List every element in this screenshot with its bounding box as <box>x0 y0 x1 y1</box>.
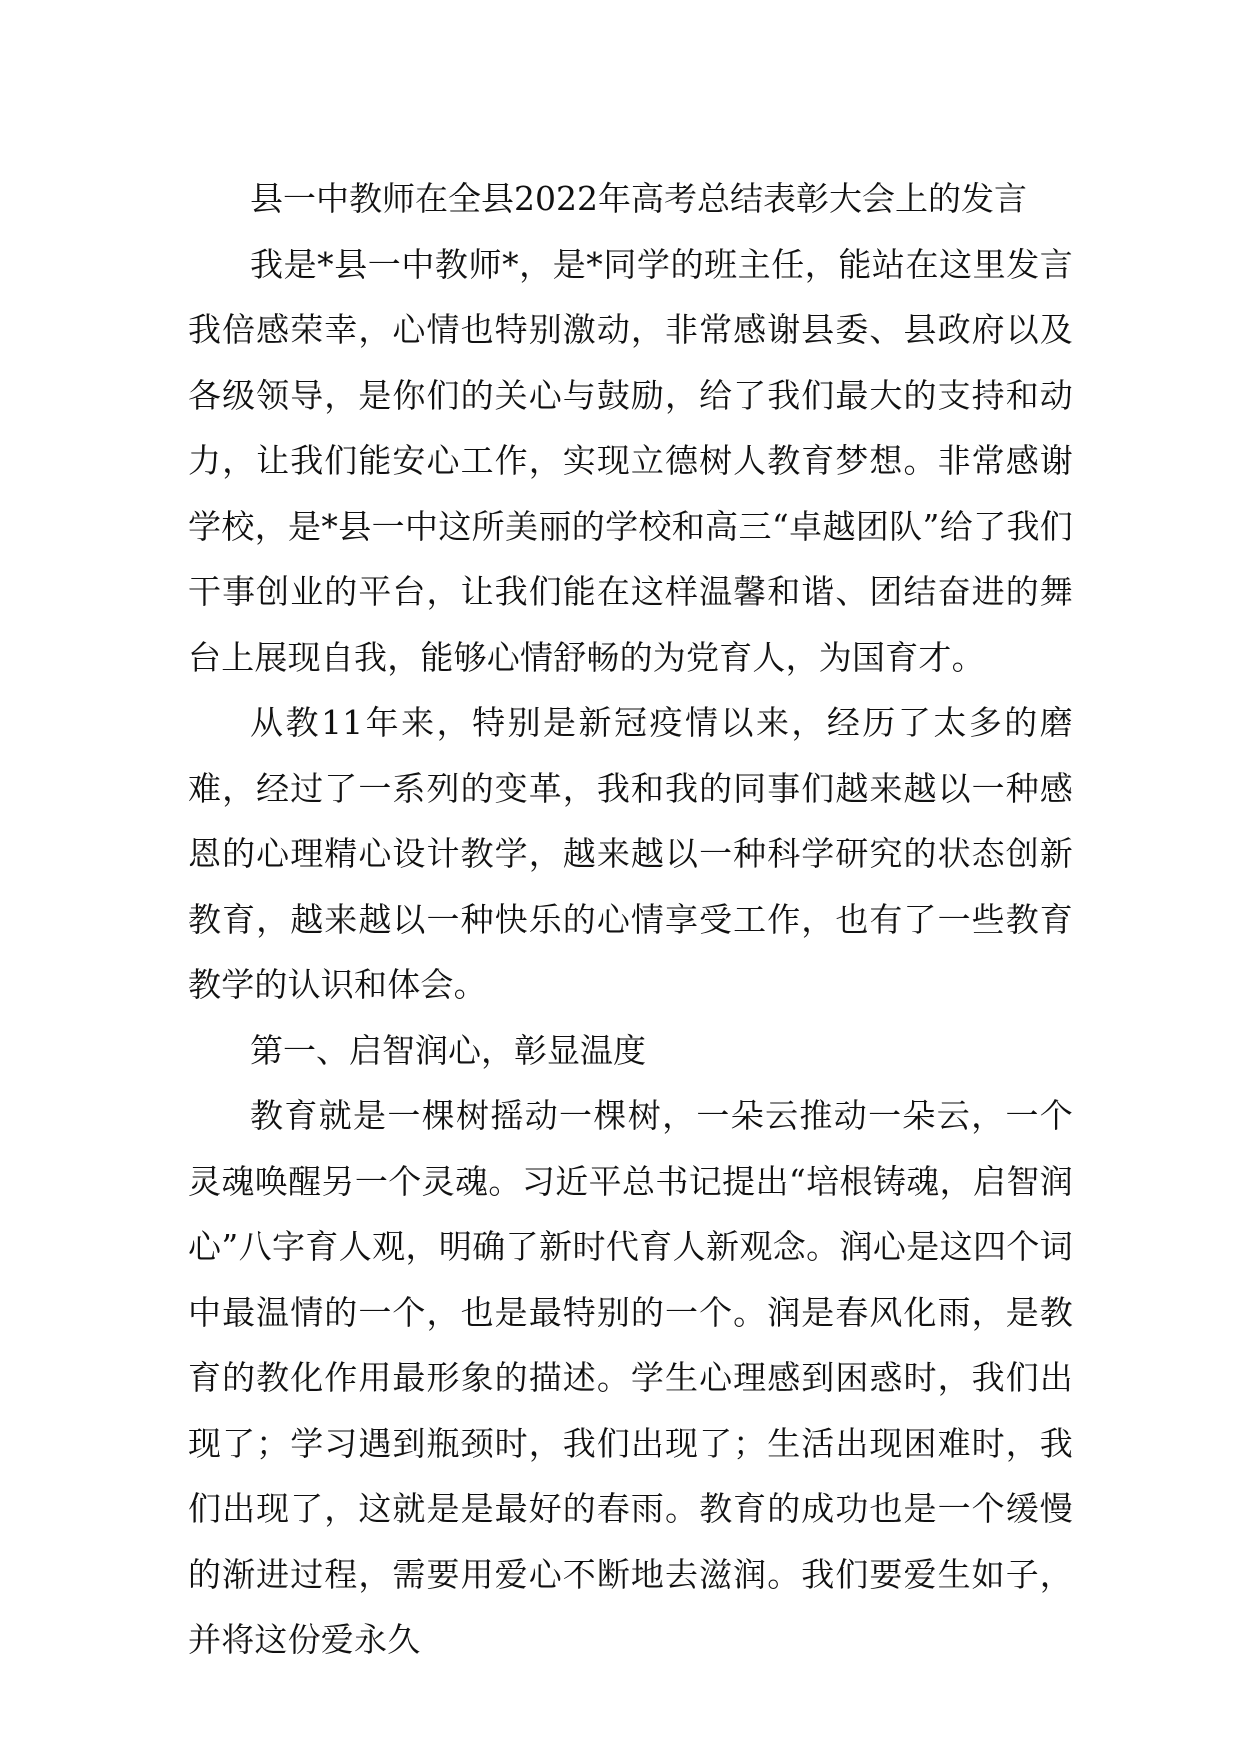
paragraph-experience: 从教11年来，特别是新冠疫情以来，经历了太多的磨难，经过了一系列的变革，我和我的同事们越来越以一种感恩的心理精心设计教学，越来越以一种科学研究的状态创新教育，越来越以一种快乐的心情享受工作，也有了一些教育教学的认识和体会。 <box>188 703 1073 1004</box>
paragraph-intro: 我是*县一中教师*，是*同学的班主任，能站在这里发言我倍感荣幸，心情也特别激动，非常感谢县委、县政府以及各级领导，是你们的关心与鼓励，给了我们最大的支持和动力，让我们能安心工作，实现立德树人教育梦想。非常感谢学校，是*县一中这所美丽的学校和高三“卓越团队”给了我们干事创业的平台，让我们能在这样温馨和谐、团结奋进的舞台上展现自我，能够心情舒畅的为党育人，为国育才。 <box>188 244 1073 677</box>
paragraph-section-one: 教育就是一棵树摇动一棵树，一朵云推动一朵云，一个灵魂唤醒另一个灵魂。习近平总书记提出“培根铸魂，启智润心”八字育人观，明确了新时代育人新观念。润心是这四个词中最温情的一个，也是最特别的一个。润是春风化雨，是教育的教化作用最形象的描述。学生心理感到困惑时，我们出现了；学习遇到瓶颈时，我们出现了；生活出现困难时，我们出现了，这就是是最好的春雨。教育的成功也是一个缓慢的渐进过程，需要用爱心不断地去滋润。我们要爱生如子，并将这份爱永久 <box>188 1096 1073 1659</box>
document-title: 县一中教师在全县2022年高考总结表彰大会上的发言 <box>250 179 1027 218</box>
document-body <box>188 166 1073 1673</box>
section-heading: 第一、启智润心，彰显温度 <box>250 1030 646 1070</box>
